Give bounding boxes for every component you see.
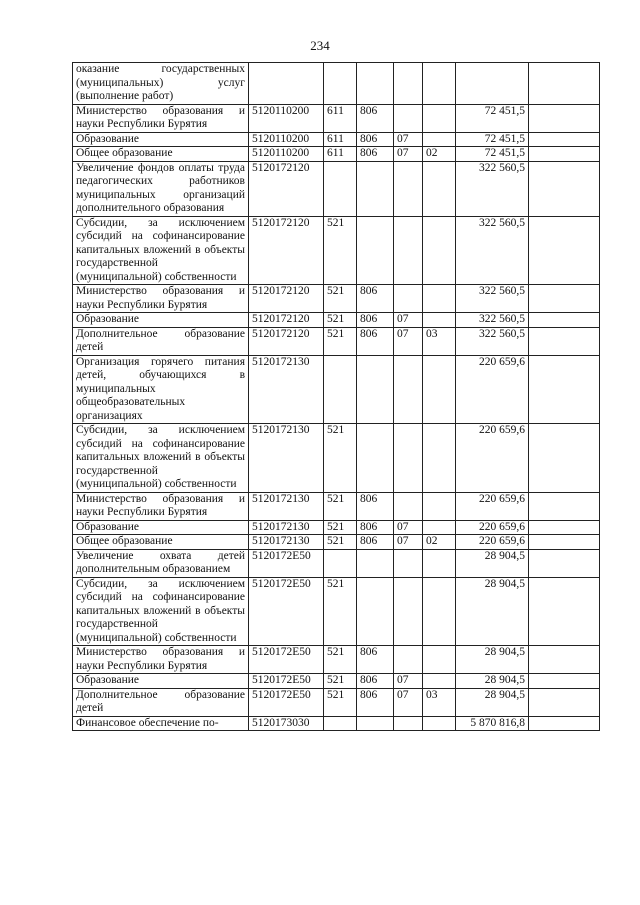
ministry-code-cell: 806 (357, 104, 394, 132)
subsection-code-cell (423, 104, 456, 132)
table-row (73, 104, 600, 132)
target-code-cell: 5120172120 (249, 161, 324, 216)
extra-cell (529, 161, 600, 216)
extra-cell (529, 674, 600, 689)
target-code-cell: 5120110200 (249, 147, 324, 162)
amount-cell: 220 659,6 (456, 492, 529, 520)
ministry-code-cell (357, 216, 394, 285)
table-row (73, 646, 600, 674)
expense-type-cell: 521 (324, 285, 357, 313)
table-row (73, 577, 600, 646)
subsection-code-cell (423, 161, 456, 216)
extra-cell (529, 104, 600, 132)
ministry-code-cell (357, 63, 394, 105)
extra-cell (529, 492, 600, 520)
table-row (73, 520, 600, 535)
target-code-cell: 5120172E50 (249, 646, 324, 674)
amount-cell: 28 904,5 (456, 577, 529, 646)
section-code-cell (394, 104, 423, 132)
row-name-cell: оказание государственных (муниципальных) услуг (выполнение работ) (73, 63, 249, 105)
extra-cell (529, 327, 600, 355)
ministry-code-cell (357, 355, 394, 424)
ministry-code-cell: 806 (357, 688, 394, 716)
section-code-cell (394, 646, 423, 674)
expense-type-cell: 521 (324, 688, 357, 716)
expense-type-cell: 521 (324, 535, 357, 550)
subsection-code-cell (423, 285, 456, 313)
table-row (73, 132, 600, 147)
row-name-cell: Общее образование (73, 147, 249, 162)
amount-cell: 322 560,5 (456, 285, 529, 313)
row-name-cell: Дополнительное образование детей (73, 688, 249, 716)
page-number: 234 (310, 38, 330, 53)
extra-cell (529, 646, 600, 674)
table-row (73, 327, 600, 355)
amount-cell: 28 904,5 (456, 646, 529, 674)
subsection-code-cell (423, 549, 456, 577)
section-code-cell: 07 (394, 313, 423, 328)
amount-cell: 72 451,5 (456, 132, 529, 147)
extra-cell (529, 147, 600, 162)
amount-cell: 322 560,5 (456, 216, 529, 285)
table-row (73, 313, 600, 328)
row-name-cell: Увеличение фондов оплаты труда педагогических работников муниципальных организаций дополнительного образования (73, 161, 249, 216)
amount-cell: 28 904,5 (456, 549, 529, 577)
section-code-cell (394, 424, 423, 493)
amount-cell: 220 659,6 (456, 355, 529, 424)
subsection-code-cell (423, 716, 456, 731)
amount-cell: 72 451,5 (456, 147, 529, 162)
target-code-cell: 5120172E50 (249, 674, 324, 689)
row-name-cell: Министерство образования и науки Республики Бурятия (73, 104, 249, 132)
table-row (73, 216, 600, 285)
expense-type-cell (324, 161, 357, 216)
section-code-cell: 07 (394, 327, 423, 355)
subsection-code-cell (423, 577, 456, 646)
subsection-code-cell (423, 492, 456, 520)
expense-type-cell (324, 716, 357, 731)
subsection-code-cell: 03 (423, 688, 456, 716)
target-code-cell: 5120172E50 (249, 688, 324, 716)
row-name-cell: Образование (73, 313, 249, 328)
extra-cell (529, 132, 600, 147)
expense-type-cell: 611 (324, 132, 357, 147)
subsection-code-cell (423, 355, 456, 424)
extra-cell (529, 535, 600, 550)
extra-cell (529, 313, 600, 328)
table-row (73, 535, 600, 550)
expense-type-cell: 521 (324, 674, 357, 689)
section-code-cell: 07 (394, 535, 423, 550)
row-name-cell: Министерство образования и науки Республики Бурятия (73, 646, 249, 674)
section-code-cell: 07 (394, 520, 423, 535)
table-row (73, 63, 600, 105)
section-code-cell (394, 577, 423, 646)
row-name-cell: Субсидии, за исключением субсидий на софинансирование капитальных вложений в объекты государственной (муниципальной) собственности (73, 216, 249, 285)
subsection-code-cell: 03 (423, 327, 456, 355)
expense-type-cell (324, 549, 357, 577)
ministry-code-cell (357, 161, 394, 216)
amount-cell: 322 560,5 (456, 161, 529, 216)
ministry-code-cell (357, 577, 394, 646)
expense-type-cell: 521 (324, 313, 357, 328)
expense-type-cell: 521 (324, 520, 357, 535)
amount-cell: 28 904,5 (456, 674, 529, 689)
ministry-code-cell: 806 (357, 492, 394, 520)
subsection-code-cell (423, 216, 456, 285)
amount-cell: 322 560,5 (456, 327, 529, 355)
target-code-cell: 5120172130 (249, 520, 324, 535)
subsection-code-cell (423, 520, 456, 535)
amount-cell: 220 659,6 (456, 535, 529, 550)
row-name-cell: Дополнительное образование детей (73, 327, 249, 355)
target-code-cell: 5120172120 (249, 216, 324, 285)
expense-type-cell: 521 (324, 492, 357, 520)
row-name-cell: Общее образование (73, 535, 249, 550)
table-row (73, 492, 600, 520)
row-name-cell: Субсидии, за исключением субсидий на софинансирование капитальных вложений в объекты государственной (муниципальной) собственности (73, 577, 249, 646)
section-code-cell (394, 716, 423, 731)
subsection-code-cell (423, 132, 456, 147)
section-code-cell (394, 63, 423, 105)
expense-type-cell: 521 (324, 216, 357, 285)
target-code-cell: 5120172E50 (249, 549, 324, 577)
target-code-cell: 5120173030 (249, 716, 324, 731)
target-code-cell: 5120172130 (249, 492, 324, 520)
expense-type-cell: 521 (324, 424, 357, 493)
expense-type-cell: 611 (324, 147, 357, 162)
amount-cell: 220 659,6 (456, 520, 529, 535)
extra-cell (529, 63, 600, 105)
ministry-code-cell (357, 424, 394, 493)
target-code-cell: 5120172120 (249, 285, 324, 313)
ministry-code-cell: 806 (357, 313, 394, 328)
amount-cell: 322 560,5 (456, 313, 529, 328)
row-name-cell: Увеличение охвата детей дополнительным образованием (73, 549, 249, 577)
extra-cell (529, 285, 600, 313)
target-code-cell: 5120172120 (249, 313, 324, 328)
section-code-cell: 07 (394, 688, 423, 716)
target-code-cell: 5120110200 (249, 132, 324, 147)
subsection-code-cell (423, 424, 456, 493)
target-code-cell: 5120110200 (249, 104, 324, 132)
row-name-cell: Финансовое обеспечение по- (73, 716, 249, 731)
table-row (73, 688, 600, 716)
section-code-cell: 07 (394, 132, 423, 147)
expense-type-cell (324, 63, 357, 105)
table-row (73, 285, 600, 313)
section-code-cell (394, 355, 423, 424)
subsection-code-cell (423, 674, 456, 689)
extra-cell (529, 716, 600, 731)
amount-cell: 5 870 816,8 (456, 716, 529, 731)
section-code-cell (394, 549, 423, 577)
ministry-code-cell: 806 (357, 520, 394, 535)
table-row (73, 549, 600, 577)
subsection-code-cell (423, 63, 456, 105)
row-name-cell: Образование (73, 520, 249, 535)
ministry-code-cell: 806 (357, 327, 394, 355)
budget-table (72, 62, 600, 731)
extra-cell (529, 688, 600, 716)
ministry-code-cell (357, 716, 394, 731)
amount-cell (456, 63, 529, 105)
ministry-code-cell: 806 (357, 147, 394, 162)
section-code-cell (394, 285, 423, 313)
amount-cell: 220 659,6 (456, 424, 529, 493)
row-name-cell: Организация горячего питания детей, обучающихся в муниципальных общеобразовательных организациях (73, 355, 249, 424)
expense-type-cell: 521 (324, 327, 357, 355)
target-code-cell: 5120172E50 (249, 577, 324, 646)
ministry-code-cell: 806 (357, 674, 394, 689)
ministry-code-cell: 806 (357, 132, 394, 147)
table-row (73, 147, 600, 162)
section-code-cell (394, 492, 423, 520)
ministry-code-cell (357, 549, 394, 577)
table-row (73, 674, 600, 689)
target-code-cell: 5120172120 (249, 327, 324, 355)
amount-cell: 72 451,5 (456, 104, 529, 132)
row-name-cell: Образование (73, 674, 249, 689)
section-code-cell: 07 (394, 147, 423, 162)
section-code-cell (394, 216, 423, 285)
subsection-code-cell (423, 313, 456, 328)
ministry-code-cell: 806 (357, 285, 394, 313)
target-code-cell: 5120172130 (249, 355, 324, 424)
extra-cell (529, 424, 600, 493)
extra-cell (529, 577, 600, 646)
section-code-cell (394, 161, 423, 216)
row-name-cell: Министерство образования и науки Республики Бурятия (73, 285, 249, 313)
subsection-code-cell: 02 (423, 535, 456, 550)
extra-cell (529, 216, 600, 285)
table-row (73, 716, 600, 731)
row-name-cell: Субсидии, за исключением субсидий на софинансирование капитальных вложений в объекты государственной (муниципальной) собственности (73, 424, 249, 493)
ministry-code-cell: 806 (357, 646, 394, 674)
expense-type-cell: 611 (324, 104, 357, 132)
target-code-cell: 5120172130 (249, 424, 324, 493)
extra-cell (529, 520, 600, 535)
ministry-code-cell: 806 (357, 535, 394, 550)
section-code-cell: 07 (394, 674, 423, 689)
row-name-cell: Образование (73, 132, 249, 147)
table-row (73, 424, 600, 493)
target-code-cell: 5120172130 (249, 535, 324, 550)
subsection-code-cell: 02 (423, 147, 456, 162)
expense-type-cell: 521 (324, 577, 357, 646)
target-code-cell (249, 63, 324, 105)
extra-cell (529, 355, 600, 424)
extra-cell (529, 549, 600, 577)
table-row (73, 161, 600, 216)
amount-cell: 28 904,5 (456, 688, 529, 716)
subsection-code-cell (423, 646, 456, 674)
row-name-cell: Министерство образования и науки Республики Бурятия (73, 492, 249, 520)
expense-type-cell: 521 (324, 646, 357, 674)
table-row (73, 355, 600, 424)
expense-type-cell (324, 355, 357, 424)
